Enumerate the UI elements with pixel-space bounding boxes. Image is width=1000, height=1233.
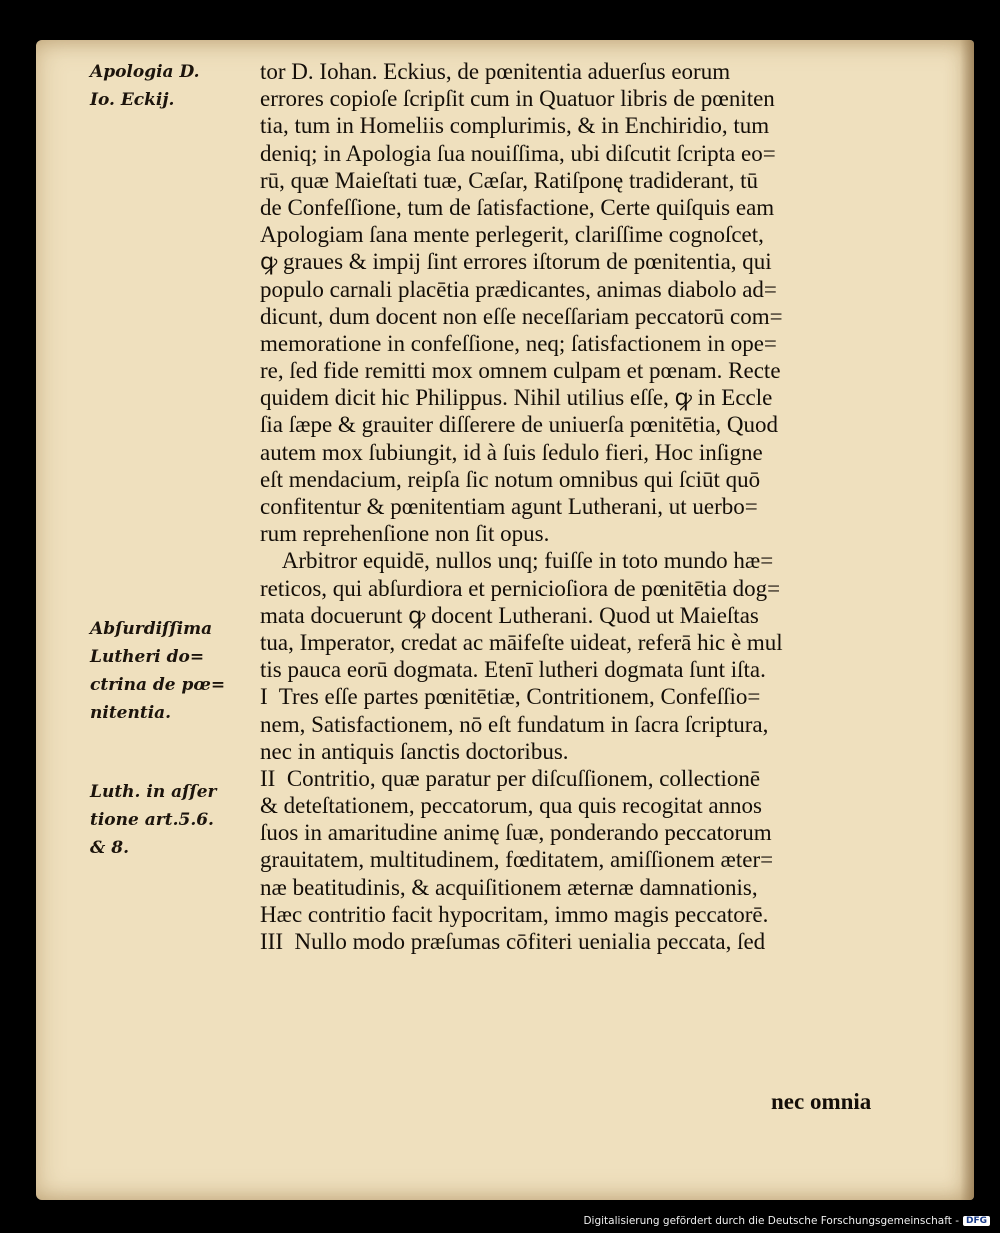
- text-line: tor D. Iohan. Eckius, de pœnitentia aduerſus eorum: [260, 59, 731, 84]
- catchword: nec omnia: [771, 1089, 872, 1114]
- text-line: Arbitror equidē, nullos unq; fuiſſe in toto mundo hæ=: [260, 548, 774, 574]
- text-line: confitentur & pœnitentiam agunt Lutherani, ut uerbo=: [260, 494, 758, 519]
- margin-note-line: tione art.5.6.: [90, 810, 214, 830]
- text-line: nec in antiquis ſanctis doctoribus.: [260, 738, 569, 764]
- margin-note-line: nitentia.: [90, 703, 172, 723]
- margin-note-luth-in-assertione: [90, 778, 250, 862]
- margin-note-apologia: [90, 58, 250, 114]
- text-line: III Nullo modo præſumas cōfiteri uenialia peccata, ſed: [260, 929, 766, 954]
- margin-note-line: & 8.: [90, 838, 130, 858]
- text-line: tis pauca eorū dogmata. Etenī lutheri dogmata ſunt iſta.: [260, 657, 766, 683]
- text-line: ꝙ graues & impij ſint errores iſtorum de pœnitentia, qui: [260, 249, 772, 275]
- text-line: mata docuerunt ꝙ docent Lutherani. Quod ut Maieſtas: [260, 602, 759, 628]
- margin-note-line: ctrina de pœ=: [90, 675, 226, 695]
- text-line: tua, Imperator, credat ac māifeſte uideat, referā hic è mul: [260, 629, 783, 655]
- text-line: de Confeſſione, tum de ſatisfactione, Certe quiſquis eam: [260, 194, 775, 220]
- text-line: ſuos in amaritudine animę ſuæ, ponderando peccatorum: [260, 820, 772, 846]
- digitization-footer: [583, 1215, 990, 1227]
- text-line: næ beatitudinis, & acquiſitionem æternæ damnationis,: [260, 874, 758, 900]
- text-line: dicunt, dum docent non eſſe neceſſariam peccatorū com=: [260, 303, 783, 329]
- dfg-logo: DFG: [963, 1216, 990, 1226]
- text-line: rum reprehenſione non ſit opus.: [260, 521, 550, 547]
- footer-text: Digitalisierung gefördert durch die Deutsche Forschungsgemeinschaft -: [583, 1215, 959, 1227]
- text-line: quidem dicit hic Philippus. Nihil utilius eſſe, ꝙ in Eccle: [260, 385, 773, 411]
- text-line: nem, Satisfactionem, nō eſt fundatum in ſacra ſcriptura,: [260, 711, 769, 737]
- page-edge-shadow: [960, 40, 974, 1200]
- margin-note-absurdissima: [90, 615, 250, 727]
- text-line: re, ſed fide remitti mox omnem culpam et pœnam. Recte: [260, 358, 781, 384]
- text-line: Hæc contritio facit hypocritam, immo magis peccatorē.: [260, 901, 769, 927]
- text-line: II Contritio, quæ paratur per diſcuſſionem, collectionē: [260, 765, 761, 791]
- text-line: grauitatem, multitudinem, fœditatem, amiſſionem æter=: [260, 847, 774, 873]
- text-line: I Tres eſſe partes pœnitētiæ, Contritionem, Confeſſio=: [260, 684, 761, 710]
- margin-note-line: Luth. in aſſer: [90, 782, 217, 802]
- text-line: ſia ſæpe & grauiter diſſerere de uniuerſa pœnitētia, Quod: [260, 412, 778, 438]
- text-line: populo carnali placētia prædicantes, animas diabolo ad=: [260, 276, 777, 302]
- margin-note-line: Abſurdiſſima: [90, 619, 213, 639]
- text-line: Apologiam ſana mente perlegerit, clariſſime cognoſcet,: [260, 222, 764, 248]
- text-line: tia, tum in Homeliis complurimis, & in Enchiridio, tum: [260, 113, 770, 139]
- text-line: reticos, qui abſurdiora et pernicioſiora de pœnitētia dog=: [260, 575, 781, 601]
- margin-note-line: Apologia D.: [90, 62, 200, 82]
- text-line: & deteſtationem, peccatorum, qua quis recogitat annos: [260, 793, 763, 819]
- text-line: errores copioſe ſcripſit cum in Quatuor libris de pœniten: [260, 86, 775, 112]
- text-line: memoratione in confeſſione, neq; ſatisfactionem in ope=: [260, 330, 777, 356]
- text-line: autem mox ſubiungit, id à ſuis ſedulo fieri, Hoc inſigne: [260, 439, 763, 465]
- main-text-block: [260, 58, 900, 955]
- text-line: rū, quæ Maieſtati tuæ, Cæſar, Ratiſponę tradiderant, tū: [260, 167, 758, 193]
- text-line: deniq; in Apologia ſua nouiſſima, ubi diſcutit ſcripta eo=: [260, 140, 776, 166]
- margin-note-line: Lutheri do=: [90, 647, 205, 667]
- text-line: eſt mendacium, reipſa ſic notum omnibus qui ſciūt quō: [260, 466, 761, 492]
- margin-note-line: Io. Eckij.: [90, 90, 175, 110]
